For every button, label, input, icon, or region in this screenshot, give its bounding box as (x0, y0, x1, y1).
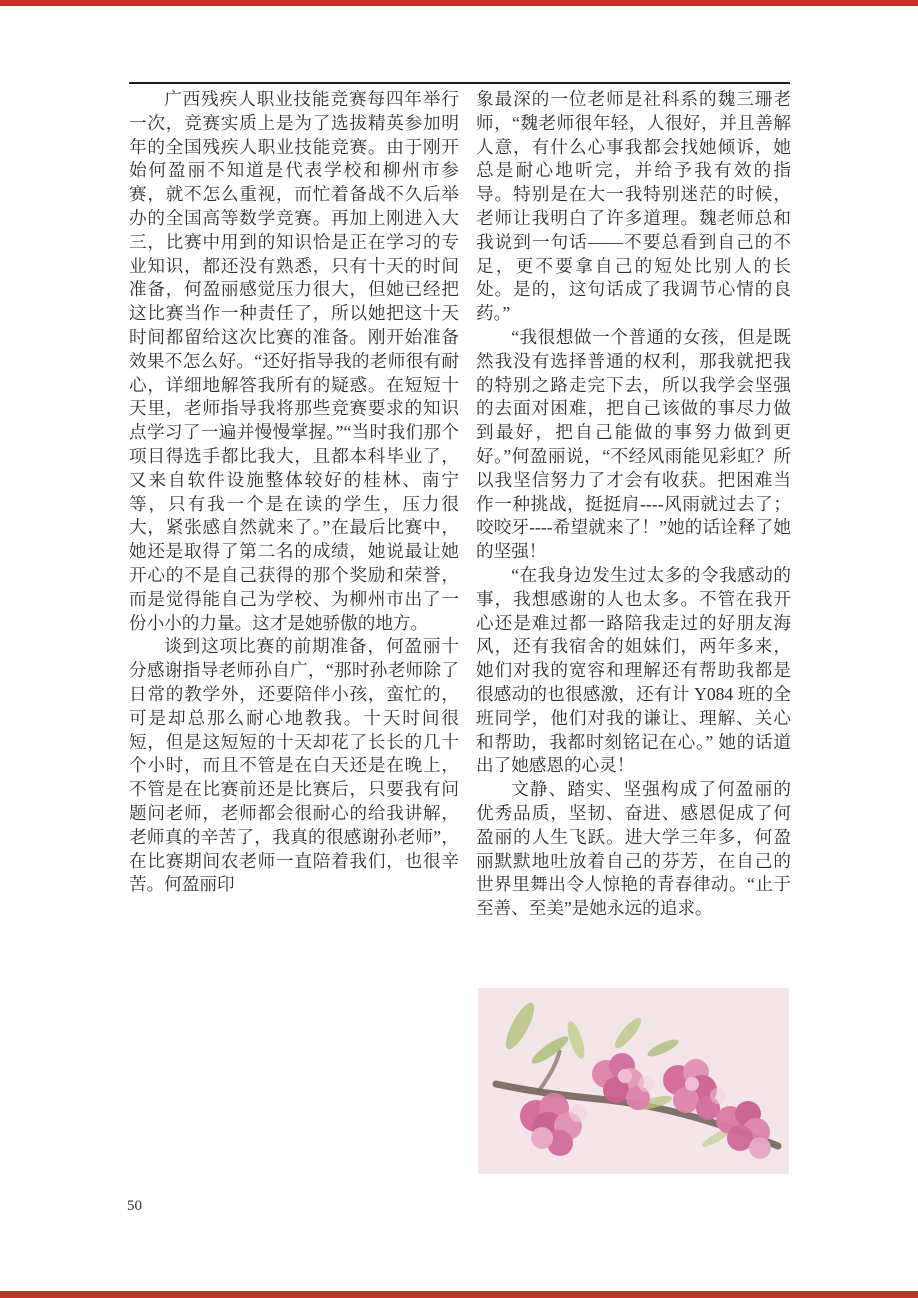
paragraph: 广西残疾人职业技能竞赛每四年举行一次，竞赛实质上是为了选拔精英参加明年的全国残疾人职业技能竞赛。由于刚开始何盈丽不知道是代表学校和柳州市参赛，就不怎么重视，而忙着备战不久后举办的全国高等数学竞赛。再加上刚进入大三，比赛中用到的知识恰是正在学习的专业知识，都还没有熟悉，只有十天的时间准备，何盈丽感觉压力很大，但她已经把这比赛当作一种责任了，所以她把这十天时间都留给这次比赛的准备。刚开始准备效果不怎么好。“还好指导我的老师很有耐心，详细地解答我所有的疑惑。在短短十天里，老师指导我将那些竞赛要求的知识点学习了一遍并慢慢掌握。”“当时我们那个项目得选手都比我大，且都本科毕业了，又来自软件设施整体较好的桂林、南宁等，只有我一个是在读的学生，压力很大，紧张感自然就来了。”在最后比赛中，她还是取得了第二名的成绩，她说最让她开心的不是自己获得的那个奖励和荣誉，而是觉得能自己为学校、为柳州市出了一份小小的力量。这才是她骄傲的地方。 (129, 89, 459, 633)
top-red-bar (0, 0, 918, 6)
page-number: 50 (127, 1198, 142, 1214)
paragraph: 谈到这项比赛的前期准备，何盈丽十分感谢指导老师孙自广，“那时孙老师除了日常的教学外，还要陪伴小孩，蛮忙的，可是却总那么耐心地教我。十天时间很短，但是这短短的十天却花了长长的几十个小时，而且不管是在白天还是在晚上，不管是在比赛前还是比赛后，只要我有问题问老师，老师都会很耐心的给我讲解，老师真的辛苦了，我真的很感谢孙老师”，在比赛期间农老师一直陪着我们，也很辛苦。何盈丽印 (129, 636, 459, 895)
bottom-red-bar (0, 1291, 918, 1298)
left-column (129, 88, 459, 921)
paragraph: “在我身边发生过太多的令我感动的事，我想感谢的人也太多。不管在我开心还是难过都一路陪我走过的好朋友海风，还有我宿舍的姐妹们，两年多来，她们对我的宽容和理解还有帮助我都是很感动的也很感激，还有计 Y084 班的全班同学，他们对我的谦让、理解、关心和帮助，我都时刻铭记在心。” 她的话道出了她感恩的心灵！ (476, 564, 791, 776)
paragraph: “我很想做一个普通的女孩，但是既然我没有选择普通的权利，那我就把我的特别之路走完下去，所以我学会坚强的去面对困难，把自己该做的事尽力做到最好，把自己能做的事努力做到更好。”何盈丽说，“不经风雨能见彩虹？所以我坚信努力了才会有收获。把困难当作一种挑战，挺挺肩----风雨就过去了；咬咬牙----希望就来了！”她的话诠释了她的坚强！ (476, 326, 791, 562)
flower-image (478, 988, 789, 1174)
article-body (129, 88, 791, 921)
paragraph: 文静、踏实、坚强构成了何盈丽的优秀品质，坚韧、奋进、感恩促成了何盈丽的人生飞跃。进大学三年多，何盈丽默默地吐放着自己的芬芳，在自己的世界里舞出令人惊艳的青春律动。“止于至善、至美”是她永远的追求。 (476, 779, 791, 919)
header-rule (129, 82, 790, 84)
right-column (476, 88, 791, 921)
paragraph-continuation: 象最深的一位老师是社科系的魏三珊老师，“魏老师很年轻，人很好，并且善解人意，有什么心事我都会找她倾诉，她总是耐心地听完，并给予我有效的指导。特别是在大一我特别迷茫的时候，老师让我明白了许多道理。魏老师总和我说到一句话——不要总看到自己的不足，更不要拿自己的短处比别人的长处。是的，这句话成了我调节心情的良药。” (476, 89, 791, 324)
